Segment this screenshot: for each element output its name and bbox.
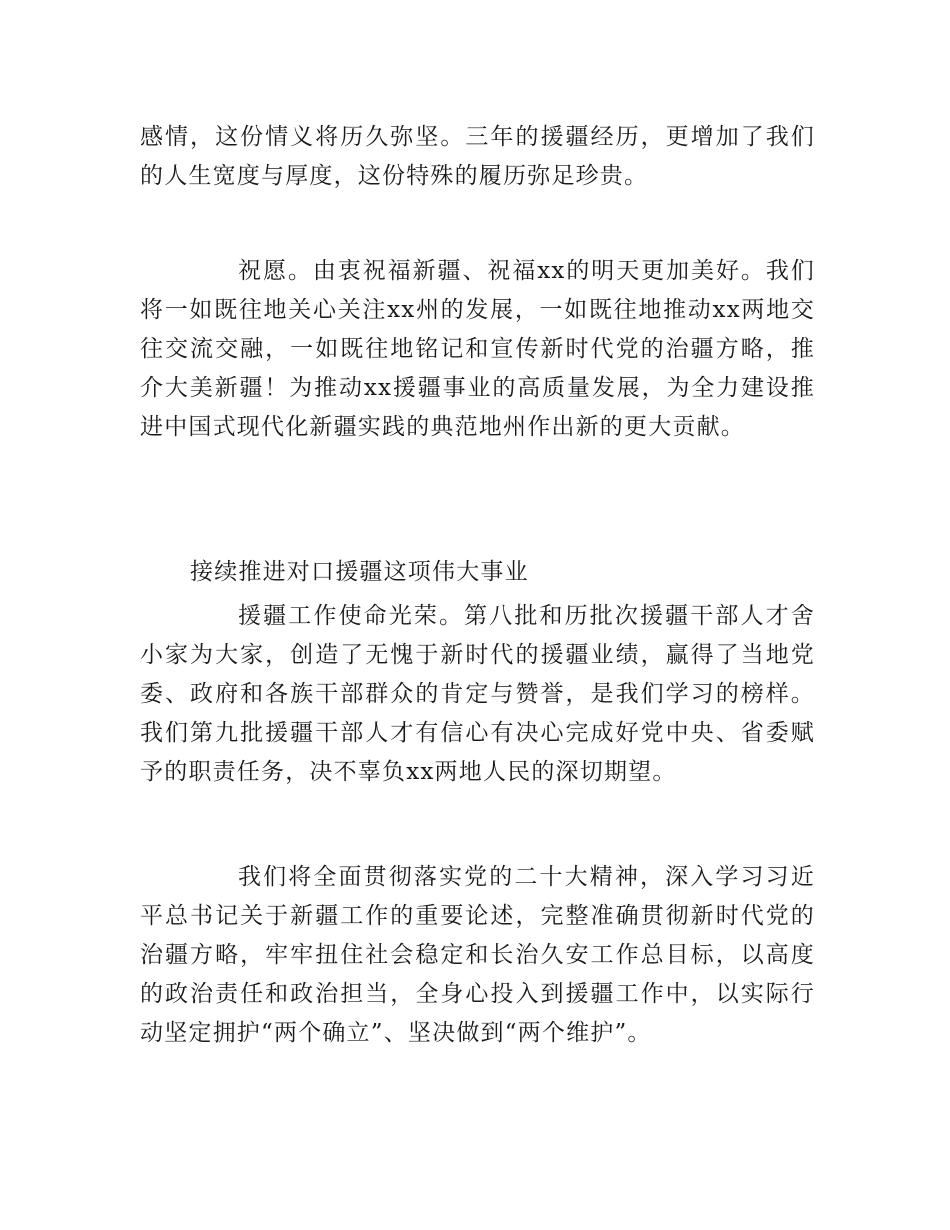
paragraph-mission: 援疆工作使命光荣。第八批和历批次援疆干部人才舍小家为大家，创造了无愧于新时代的援疆业绩，赢得了当地党委、政府和各族干部群众的肯定与赞誉，是我们学习的榜样。我们第九批援疆干部人才有信心有决心完成好党中央、省委赋予的职责任务，决不辜负xx两地人民的深切期望。: [140, 603, 815, 785]
paragraph-gratitude: 感情，这份情义将历久弥坚。三年的援疆经历，更增加了我们的人生宽度与厚度，这份特殊的履历弥足珍贵。: [140, 124, 815, 189]
section-heading: 接续推进对口援疆这项伟大事业: [190, 559, 529, 585]
paragraph-wishes: 祝愿。由衷祝福新疆、祝福xx的明天更加美好。我们将一如既往地关心关注xx州的发展，一如既往地推动xx两地交往交流交融，一如既往地铭记和宣传新时代党的治疆方略，推介大美新疆！为推动xx援疆事业的高质量发展，为全力建设推进中国式现代化新疆实践的典范地州作出新的更大贡献。: [140, 258, 815, 440]
paragraph-commitment: 我们将全面贯彻落实党的二十大精神，深入学习习近平总书记关于新疆工作的重要论述，完整准确贯彻新时代党的治疆方略，牢牢扭住社会稳定和长治久安工作总目标，以高度的政治责任和政治担当，全身心投入到援疆工作中，以实际行动坚定拥护“两个确立”、坚决做到“两个维护”。: [140, 864, 815, 1046]
